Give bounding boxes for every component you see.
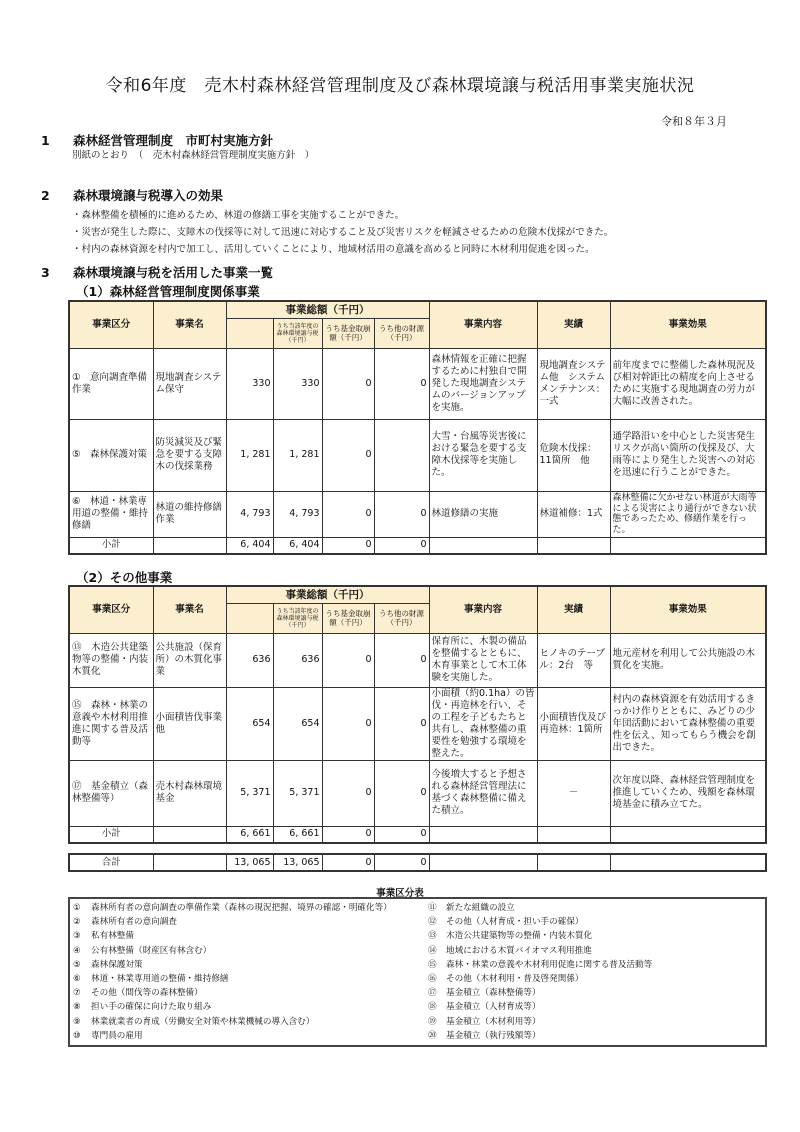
- subtotal-row: [69, 826, 766, 843]
- cell-content: 今後増大すると予想される森林経営管理法に基づく森林整備に備えた積立。: [429, 760, 537, 826]
- cell-other: [374, 419, 429, 491]
- classification-number: ⑨: [73, 1016, 81, 1027]
- classification-item: [428, 929, 763, 943]
- cell-fund: 0: [322, 633, 374, 687]
- cell-effect: 前年度までに整備した森林現況及び相対幹距比の精度を向上させるために実施する現地調査の労力が大幅に改善された。: [610, 348, 766, 419]
- classification-label: 基金積立（木材利用等）: [446, 1016, 541, 1027]
- classification-number: ⑬: [428, 931, 437, 942]
- cell-category: ⑥ 林道・林業専用道の整備・維持修繕: [69, 491, 153, 537]
- classification-label: 基金積立（執行残額等）: [446, 1030, 541, 1041]
- classification-item: [428, 944, 763, 958]
- header-total-blank: [226, 318, 273, 348]
- classification-table: [68, 897, 767, 1047]
- header-result: 実績: [537, 586, 610, 633]
- section-1-body: 別紙のとおり （ 売木村森林経営管理制度実施方針 ）: [72, 150, 315, 161]
- header-project-name: 事業名: [153, 301, 226, 348]
- header-effect: 事業効果: [610, 586, 766, 633]
- cell-content: 林道修繕の実施: [429, 491, 537, 537]
- cell-tax: 654: [273, 687, 322, 760]
- cell-empty: [153, 537, 226, 554]
- cell-label: 小計: [69, 537, 153, 554]
- cell-other: 0: [374, 687, 429, 760]
- cell-result: 小面積皆伐及び再造林：1箇所: [537, 687, 610, 760]
- classification-label: 専門員の雇用: [91, 1030, 143, 1041]
- classification-item: [428, 972, 763, 986]
- classification-item: [73, 944, 428, 958]
- header-other: うち他の財源（千円）: [374, 603, 429, 633]
- cell-tax: 1, 281: [273, 419, 322, 491]
- classification-item: [73, 901, 428, 915]
- header-category: 事業区分: [69, 586, 153, 633]
- cell-effect: 森林整備に欠かせない林道が大雨等による災害により通行ができない状態であったため、修繕作業を行った。: [610, 491, 766, 537]
- cell-empty: [610, 826, 766, 843]
- header-total-cost: 事業総額（千円）: [226, 586, 429, 603]
- cell-other: 0: [374, 491, 429, 537]
- classification-label: 森林保護対策: [91, 959, 143, 970]
- classification-item: [73, 929, 428, 943]
- cell-other: 0: [374, 826, 429, 843]
- cell-fund: 0: [322, 537, 374, 554]
- classification-number: ⑳: [428, 1030, 437, 1041]
- header-effect: 事業効果: [610, 301, 766, 348]
- cell-total: 654: [226, 687, 273, 760]
- cell-result: －: [537, 760, 610, 826]
- cell-fund: 0: [322, 348, 374, 419]
- cell-category: ⑤ 森林保護対策: [69, 419, 153, 491]
- cell-category: ⑮ 森林・林業の意義や木材利用推進に関する普及活動等: [69, 687, 153, 760]
- cell-result: 現地調査システム他 システムメンテナンス：一式: [537, 348, 610, 419]
- section-number: 1: [41, 133, 50, 148]
- cell-fund: 0: [322, 687, 374, 760]
- header-fund: うち基金取崩額（千円）: [322, 603, 374, 633]
- cell-tax: 13, 065: [273, 854, 322, 871]
- document-title: 令和6年度 売木村森林経営管理制度及び森林環境譲与税活用事業実施状況: [105, 76, 695, 96]
- classification-item: [73, 915, 428, 929]
- classification-item: [428, 915, 763, 929]
- classification-number: ②: [73, 917, 81, 928]
- cell-empty: [429, 537, 537, 554]
- cell-empty: [537, 826, 610, 843]
- cell-tax: 636: [273, 633, 322, 687]
- cell-total: 330: [226, 348, 273, 419]
- table-row: [69, 687, 766, 760]
- cell-content: 保育所に、木製の備品を整備するとともに、木育事業として木工体験を実施した。: [429, 633, 537, 687]
- cell-content: 大雪・台風等災害後における緊急を要する支障木伐採等を実施した。: [429, 419, 537, 491]
- cell-category: ⑬ 木造公共建築物等の整備・内装木質化: [69, 633, 153, 687]
- cell-name: 売木村森林環境基金: [153, 760, 226, 826]
- cell-fund: 0: [322, 854, 374, 871]
- classification-item: [428, 1000, 763, 1014]
- header-content: 事業内容: [429, 301, 537, 348]
- classification-item: [73, 972, 428, 986]
- grand-total-table: [68, 853, 767, 872]
- classification-item: [73, 958, 428, 972]
- cell-label: 小計: [69, 826, 153, 843]
- header-result: 実績: [537, 301, 610, 348]
- cell-name: 公共施設（保育所）の木質化事業: [153, 633, 226, 687]
- cell-empty: [429, 854, 537, 871]
- classification-label: 森林・林業の意義や木材利用促進に関する普及活動等: [446, 959, 653, 970]
- cell-empty: [610, 854, 766, 871]
- classification-number: ⑪: [428, 903, 437, 913]
- cell-total: 1, 281: [226, 419, 273, 491]
- cell-content: 森林情報を正確に把握するために村独自で開発した現地調査システムのバージョンアップを実施。: [429, 348, 537, 419]
- classification-label: 新たな組織の設立: [446, 903, 515, 913]
- classification-title: 事業区分表: [376, 888, 424, 899]
- cell-name: 現地調査システム保守: [153, 348, 226, 419]
- classification-number: ⑭: [428, 945, 437, 956]
- cell-other: 0: [374, 348, 429, 419]
- classification-item: [73, 986, 428, 1000]
- header-tax: うち当該年度の森林環境譲与税（千円）: [273, 318, 322, 348]
- cell-effect: 地元産材を利用して公共施設の木質化を実施。: [610, 633, 766, 687]
- header-category: 事業区分: [69, 301, 153, 348]
- cell-total: 4, 793: [226, 491, 273, 537]
- cell-other: 0: [374, 760, 429, 826]
- cell-other: 0: [374, 633, 429, 687]
- classification-number: ⑧: [73, 1002, 81, 1013]
- cell-category: ① 意向調査準備作業: [69, 348, 153, 419]
- classification-label: 基金積立（人材育成等）: [446, 1002, 541, 1013]
- other-projects-table: [68, 585, 767, 844]
- cell-total: 5, 371: [226, 760, 273, 826]
- classification-number: ⑤: [73, 959, 81, 970]
- cell-tax: 5, 371: [273, 760, 322, 826]
- classification-label: その他（木材利用・普及啓発関係）: [446, 973, 584, 984]
- classification-label: 林業就業者の育成（労働安全対策や林業機械の導入含む）: [91, 1016, 315, 1027]
- total-row: [69, 854, 766, 871]
- subsection-1-title: （1）森林経営管理制度関係事業: [76, 284, 260, 299]
- classification-item: [428, 1029, 763, 1043]
- table-row: [69, 491, 766, 537]
- section-title: 森林環境譲与税を活用した事業一覧: [73, 265, 274, 280]
- cell-result: ヒノキのテーブル：2台 等: [537, 633, 610, 687]
- cell-label: 合計: [69, 854, 153, 871]
- cell-effect: 村内の森林資源を有効活用するきっかけ作りとともに、みどりの少年団活動において森林整備の重要性を伝え、知ってもらう機会を創出できた。: [610, 687, 766, 760]
- effect-bullet: ・村内の森林資源を村内で加工し、活用していくことにより、地域材活用の意識を高めると同時に木材利用促進を図った。: [72, 244, 595, 255]
- classification-label: 担い手の確保に向けた取り組み: [91, 1002, 212, 1013]
- classification-number: ⑥: [73, 973, 81, 984]
- cell-name: 林道の維持修繕作業: [153, 491, 226, 537]
- classification-label: 私有林整備: [91, 931, 134, 942]
- cell-fund: 0: [322, 826, 374, 843]
- table-row: [69, 633, 766, 687]
- section-title: 森林経営管理制度 市町村実施方針: [73, 133, 274, 148]
- classification-label: 公有林整備（財産区有林含む）: [91, 945, 212, 956]
- classification-item: [73, 1000, 428, 1014]
- classification-label: 基金積立（森林整備等）: [446, 988, 541, 999]
- cell-tax: 6, 661: [273, 826, 322, 843]
- cell-effect: 通学路沿いを中心とした災害発生リスクが高い箇所の伐採及び、大雨等により発生した災害への対応を迅速に行うことができた。: [610, 419, 766, 491]
- forest-management-projects-table: [68, 300, 767, 555]
- cell-empty: [537, 537, 610, 554]
- classification-number: ④: [73, 945, 81, 956]
- cell-total: 13, 065: [226, 854, 273, 871]
- cell-empty: [153, 854, 226, 871]
- cell-other: 0: [374, 854, 429, 871]
- classification-item: [73, 1015, 428, 1029]
- cell-effect: 次年度以降、森林経営管理制度を推進していくため、残額を森林環境基金に積み立てた。: [610, 760, 766, 826]
- section-3-heading: [41, 263, 273, 281]
- classification-item: [428, 1015, 763, 1029]
- classification-label: その他（間伐等の森林整備）: [91, 988, 203, 999]
- classification-label: 林道・林業専用道の整備・維持修繕: [91, 973, 229, 984]
- classification-item: [428, 958, 763, 972]
- classification-right-column: [428, 901, 763, 1043]
- cell-empty: [429, 826, 537, 843]
- cell-result: 林道補修：1式: [537, 491, 610, 537]
- classification-number: ⑦: [73, 988, 81, 999]
- subsection-2-title: （2）その他事業: [76, 570, 173, 585]
- classification-number: ⑰: [428, 988, 437, 999]
- cell-empty: [537, 854, 610, 871]
- header-project-name: 事業名: [153, 586, 226, 633]
- classification-label: 森林所有者の意向調査の準備作業（森林の現況把握、境界の確認・明確化等）: [91, 903, 392, 913]
- header-other: うち他の財源（千円）: [374, 318, 429, 348]
- cell-name: 防災減災及び緊急を要する支障木の伐採業務: [153, 419, 226, 491]
- header-total-cost: 事業総額（千円）: [226, 301, 429, 318]
- classification-left-column: [73, 901, 428, 1043]
- section-2-heading: [41, 186, 223, 204]
- cell-fund: 0: [322, 760, 374, 826]
- table-row: [69, 760, 766, 826]
- document-date: 令和８年３月: [661, 115, 727, 128]
- table-row: [69, 419, 766, 491]
- table-row: [69, 348, 766, 419]
- section-number: 3: [41, 265, 50, 280]
- header-fund: うち基金取崩額（千円）: [322, 318, 374, 348]
- cell-result: 危険木伐採：11箇所 他: [537, 419, 610, 491]
- header-content: 事業内容: [429, 586, 537, 633]
- effect-bullet: ・森林整備を積極的に進めるため、林道の修繕工事を実施することができた。: [72, 210, 405, 221]
- cell-content: 小面積（約0.1ha）の皆伐・再造林を行い、その工程を子どもたちと共有し、森林整備の重要性を勉強する環境を整えた。: [429, 687, 537, 760]
- cell-total: 636: [226, 633, 273, 687]
- section-title: 森林環境譲与税導入の効果: [73, 188, 224, 203]
- classification-label: 地域における木質バイオマス利用推進: [446, 945, 592, 956]
- section-number: 2: [41, 188, 50, 203]
- classification-number: ③: [73, 931, 81, 942]
- header-tax: うち当該年度の森林環境譲与税（千円）: [273, 603, 322, 633]
- classification-item: [428, 901, 763, 915]
- header-total-blank: [226, 603, 273, 633]
- classification-label: 木造公共建築物等の整備・内装木質化: [446, 931, 593, 942]
- classification-number: ⑩: [73, 1030, 81, 1041]
- classification-label: 森林所有者の意向調査: [91, 917, 177, 928]
- classification-number: ⑱: [428, 1002, 437, 1013]
- cell-fund: 0: [322, 419, 374, 491]
- classification-item: [73, 1029, 428, 1043]
- cell-category: ⑰ 基金積立（森林整備等）: [69, 760, 153, 826]
- cell-empty: [610, 537, 766, 554]
- classification-item: [428, 986, 763, 1000]
- classification-label: その他（人材育成・担い手の確保）: [446, 917, 584, 928]
- classification-number: ⑫: [428, 917, 437, 928]
- subtotal-row: [69, 537, 766, 554]
- classification-number: ⑯: [428, 973, 437, 984]
- cell-fund: 0: [322, 491, 374, 537]
- cell-other: 0: [374, 537, 429, 554]
- cell-total: 6, 661: [226, 826, 273, 843]
- cell-total: 6, 404: [226, 537, 273, 554]
- cell-tax: 4, 793: [273, 491, 322, 537]
- cell-name: 小面積皆伐事業他: [153, 687, 226, 760]
- classification-number: ⑮: [428, 959, 437, 970]
- cell-tax: 6, 404: [273, 537, 322, 554]
- classification-number: ⑲: [428, 1016, 437, 1027]
- cell-empty: [153, 826, 226, 843]
- classification-number: ①: [73, 903, 81, 913]
- cell-tax: 330: [273, 348, 322, 419]
- effect-bullet: ・災害が発生した際に、支障木の伐採等に対して迅速に対応すること及び災害リスクを軽減させるための危険木伐採ができた。: [72, 227, 614, 238]
